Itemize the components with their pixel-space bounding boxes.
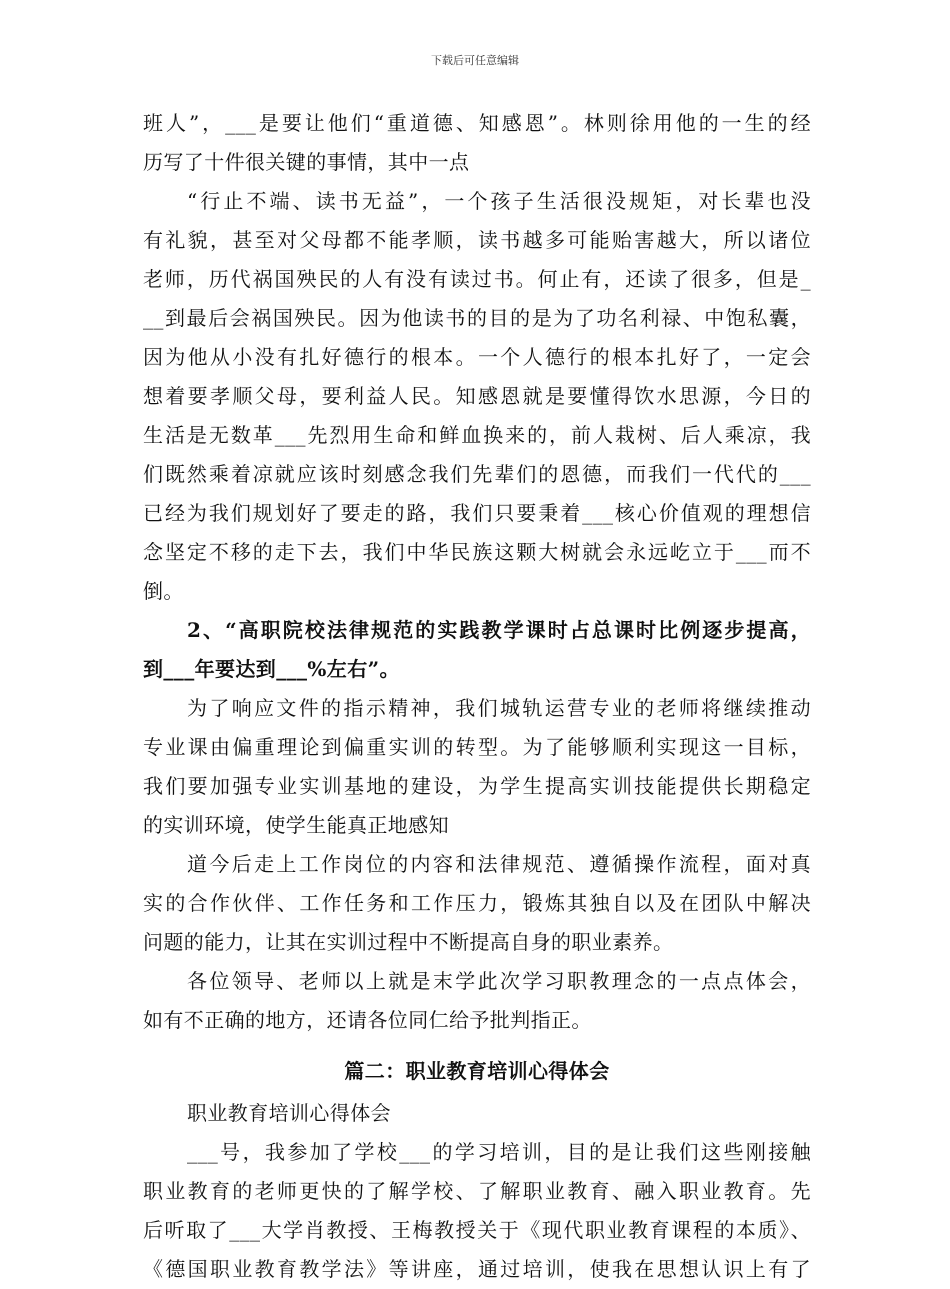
text-line: 想着要孝顺父母，要利益人民。知感恩就是要懂得饮水思源，今日的 — [143, 384, 811, 408]
text-line: 老师，历代祸国殃民的人有没有读过书。何止有，还读了很多，但是_ — [143, 267, 811, 291]
text-line: 职业教育的老师更快的了解学校、了解职业教育、融入职业教育。先 — [143, 1179, 811, 1203]
text-line: 2、“高职院校法律规范的实践教学课时占总课时比例逐步提高， — [187, 618, 811, 642]
paragraph-6 — [143, 962, 811, 1040]
text-line: 各位领导、老师以上就是末学此次学习职教理念的一点点体会， — [187, 969, 811, 993]
text-line: __到最后会祸国殃民。因为他读书的目的是为了功名利禄、中饱私囊， — [143, 306, 811, 330]
bold-paragraph — [143, 611, 811, 689]
text-line: 班人”，___是要让他们“重道德、知感恩”。林则徐用他的一生的经 — [143, 111, 811, 135]
text-line: 到___年要达到___%左右”。 — [143, 657, 400, 681]
text-line: 因为他从小没有扎好德行的根本。一个人德行的根本扎好了，一定会 — [143, 345, 811, 369]
text-line: ___号，我参加了学校___的学习培训，目的是让我们这些刚接触 — [187, 1140, 811, 1164]
text-line: 职业教育培训心得体会 — [187, 1101, 391, 1125]
text-line: 如有不正确的地方，还请各位同仁给予批判指正。 — [143, 1008, 592, 1032]
text-line: 倒。 — [143, 579, 184, 603]
text-line: 《德国职业教育教学法》等讲座，通过培训，使我在思想认识上有了 — [143, 1257, 811, 1281]
paragraph-4 — [143, 689, 811, 845]
text-line: 道今后走上工作岗位的内容和法律规范、遵循操作流程，面对真 — [187, 852, 811, 876]
text-line: 有礼貌，甚至对父母都不能孝顺，读书越多可能贻害越大，所以诸位 — [143, 228, 811, 252]
text-line: 为了响应文件的指示精神，我们城轨运营专业的老师将继续推动 — [187, 696, 811, 720]
text-line: 生活是无数革___先烈用生命和鲜血换来的，前人栽树、后人乘凉，我 — [143, 423, 811, 447]
paragraph-1 — [143, 104, 811, 182]
text-line: 们既然乘着凉就应该时刻感念我们先辈们的恩德，而我们一代代的___ — [143, 462, 811, 486]
paragraph-2 — [143, 182, 811, 611]
text-line: 已经为我们规划好了要走的路，我们只要秉着___核心价值观的理想信 — [143, 501, 811, 525]
text-line: 历写了十件很关键的事情，其中一点 — [143, 150, 470, 174]
page-header-note: 下载后可任意编辑 — [431, 54, 519, 67]
paragraph-7 — [143, 1094, 811, 1133]
text-line: 的实训环境，使学生能真正地感知 — [143, 813, 449, 837]
paragraph-5 — [143, 845, 811, 962]
text-line: 实的合作伙伴、工作任务和工作压力，锻炼其独自以及在团队中解决 — [143, 891, 811, 915]
text-line: 我们要加强专业实训基地的建设，为学生提高实训技能提供长期稳定 — [143, 774, 811, 798]
text-line: 念坚定不移的走下去，我们中华民族这颗大树就会永远屹立于___而不 — [143, 540, 811, 564]
text-line: “行止不端、读书无益”，一个孩子生活很没规矩，对长辈也没 — [187, 189, 811, 213]
text-line: 问题的能力，让其在实训过程中不断提高自身的职业素养。 — [143, 930, 674, 954]
text-line: 专业课由偏重理论到偏重实训的转型。为了能够顺利实现这一目标， — [143, 735, 811, 759]
document-body — [143, 104, 811, 1289]
text-line: 后听取了___大学肖教授、王梅教授关于《现代职业教育课程的本质》、 — [143, 1218, 811, 1242]
paragraph-8 — [143, 1133, 811, 1289]
section-title: 篇二：职业教育培训心得体会 — [344, 1059, 610, 1083]
